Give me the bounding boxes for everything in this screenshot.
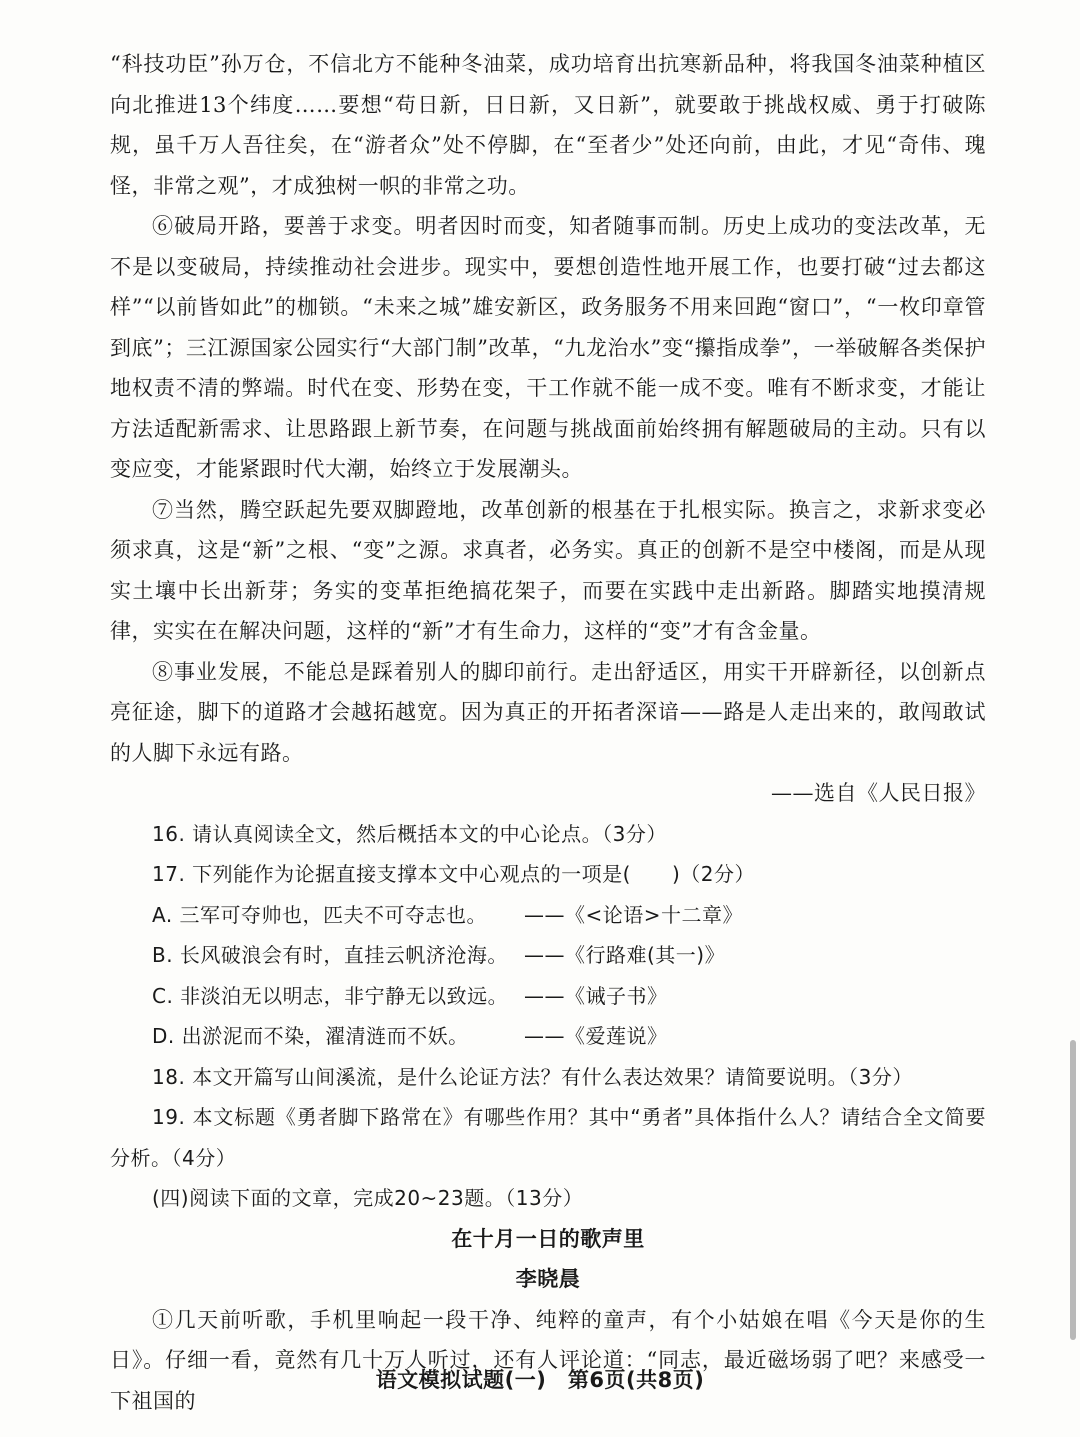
paragraph-6: ⑥破局开路，要善于求变。明者因时而变，知者随事而制。历史上成功的变法改革，无不是以变破局，持续推动社会进步。现实中，要想创造性地开展工作，也要打破“过去都这样”“以前皆如此”的枷锁。“未来之城”雄安新区，政务服务不用来回跑“窗口”，“一枚印章管到底”；三江源国家公园实行“大部门制”改革，“九龙治水”变“攥指成拳”，一举破解各类保护地权责不清的弊端。时代在变、形势在变，干工作就不能一成不变。唯有不断求变，才能让方法适配新需求、让思路跟上新节奏，在问题与挑战面前始终拥有解题破局的主动。只有以变应变，才能紧跟时代大潮，始终立于发展潮头。: [110, 214, 986, 481]
option-c-source: ——《诫子书》: [524, 983, 668, 1008]
section-4-heading: (四)阅读下面的文章，完成20~23题。（13分）: [152, 1186, 584, 1210]
question-18: 18. 本文开篇写山间溪流，是什么论证方法？有什么表达效果？请简要说明。（3分）: [152, 1064, 913, 1089]
paragraph-8: ⑧事业发展，不能总是踩着别人的脚印前行。走出舒适区，用实干开辟新径，以创新点亮征途，脚下的道路才会越拓越宽。因为真正的开拓者深谙——路是人走出来的，敢闯敢试的人脚下永远有路。: [110, 659, 986, 765]
option-d-source: ——《爱莲说》: [524, 1024, 668, 1048]
section-4-paragraph-1: ①几天前听歌，手机里响起一段干净、纯粹的童声，有个小姑娘在唱《今天是你的生日》。仔细一看，竟然有几十万人听过，还有人评论道：“同志，最近磁场弱了吧？来感受一下祖国的: [110, 1307, 986, 1413]
option-a: [110, 895, 986, 936]
page-content: [110, 44, 986, 1421]
option-c-text: C. 非淡泊无以明志，非宁静无以致远。: [152, 983, 509, 1008]
option-b-text: B. 长风破浪会有时，直挂云帆济沧海。: [152, 943, 508, 967]
question-17: 17. 下列能作为论据直接支撑本文中心观点的一项是( )（2分）: [152, 862, 755, 886]
question-19: 19. 本文标题《勇者脚下路常在》有哪些作用？其中“勇者”具体指什么人？请结合全文简要分析。（4分）: [110, 1105, 986, 1170]
article-author: 李晓晨: [515, 1267, 581, 1291]
article-source: ——选自《人民日报》: [771, 781, 986, 805]
page-footer: 语文模拟试题(一) 第6页(共8页): [375, 1368, 705, 1392]
option-c: [110, 976, 986, 1017]
scrollbar[interactable]: [1070, 1040, 1076, 1340]
question-16: 16. 请认真阅读全文，然后概括本文的中心论点。（3分）: [152, 821, 667, 846]
option-b: [110, 935, 986, 976]
option-b-source: ——《行路难(其一)》: [524, 943, 726, 967]
option-d-text: D. 出淤泥而不染，濯清涟而不妖。: [152, 1024, 469, 1048]
option-d: [110, 1016, 986, 1057]
article-title: 在十月一日的歌声里: [451, 1226, 645, 1251]
paragraph-7: ⑦当然，腾空跃起先要双脚蹬地，改革创新的根基在于扎根实际。换言之，求新求变必须求真，这是“新”之根、“变”之源。求真者，必务实。真正的创新不是空中楼阁，而是从现实土壤中长出新芽；务实的变革拒绝搞花架子，而要在实践中走出新路。脚踏实地摸清规律，实实在在解决问题，这样的“新”才有生命力，这样的“变”才有含金量。: [110, 497, 986, 643]
option-a-text: A. 三军可夺帅也，匹夫不可夺志也。: [152, 902, 488, 927]
option-a-source: ——《<论语>十二章》: [524, 902, 744, 927]
paragraph-continued: “科技功臣”孙万仓，不信北方不能种冬油菜，成功培育出抗寒新品种，将我国冬油菜种植区向北推进13个纬度……要想“苟日新，日日新，又日新”，就要敢于挑战权威、勇于打破陈规，虽千万人吾往矣，在“游者众”处不停脚，在“至者少”处还向前，由此，才见“奇伟、瑰怪，非常之观”，才成独树一帜的非常之功。: [110, 52, 986, 198]
